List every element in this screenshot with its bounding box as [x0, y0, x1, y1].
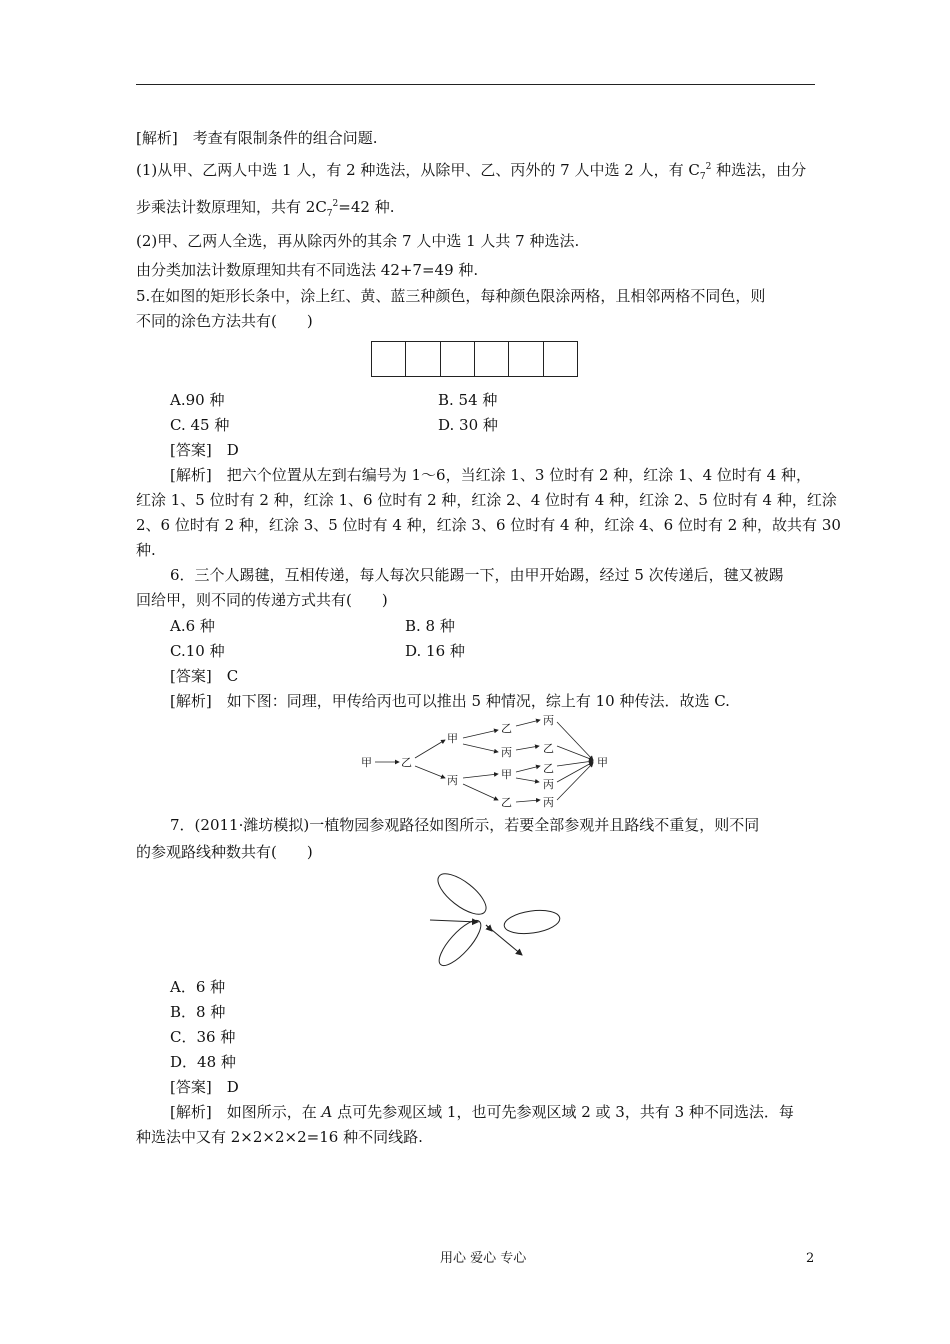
tree-node-yi: 乙 [501, 723, 512, 735]
tree-node-jia: 甲 [361, 757, 372, 769]
q4-analysis-tag: [解析] [136, 129, 178, 147]
footer-motto: 用心 爱心 专心 [440, 1251, 527, 1266]
tree-node-yi: 乙 [401, 757, 412, 769]
q6-pass-tree-diagram [355, 712, 625, 812]
tree-node-bing: 丙 [447, 775, 458, 787]
tree-node-bing: 丙 [543, 797, 554, 809]
strip-cell [406, 342, 440, 376]
q7-stem-line-2: 的参观路线种数共有( ) [136, 843, 313, 861]
strip-cell [475, 342, 509, 376]
tree-node-yi: 乙 [501, 797, 512, 809]
tree-node-bing: 丙 [501, 747, 512, 759]
q7-answer [170, 1077, 239, 1097]
q4-paragraph-3: (2)甲、乙两人全选，再从除丙外的其余 7 人中选 1 人共 7 种选法. [136, 232, 580, 250]
tree-node-jia: 甲 [597, 757, 608, 769]
point-a-label: A [321, 1103, 333, 1121]
analysis-tag: [解析] [170, 1103, 212, 1121]
header-rule [136, 84, 815, 85]
tree-node-jia: 甲 [447, 733, 458, 745]
q5-stem-line-1: 5.在如图的矩形长条中，涂上红、黄、蓝三种颜色，每种颜色限涂两格，且相邻两格不同色，则 [136, 287, 766, 305]
q7-option-c: C．36 种 [170, 1028, 236, 1046]
exit-arrow [486, 925, 522, 955]
q4-paragraph-2 [136, 197, 394, 217]
q5-analysis-line-3: 2、6 位时有 2 种，红涂 3、5 位时有 4 种，红涂 3、6 位时有 4 种，红涂 4、6 位时有 2 种，故共有 30 [136, 516, 841, 534]
q5-option-c: C. 45 种 [170, 416, 230, 434]
tree-node-jia: 甲 [501, 769, 512, 781]
loop-region-2 [503, 907, 562, 937]
text-segment: (1)从甲、乙两人中选 1 人，有 2 种选法，从除甲、乙、丙外的 7 人中选 2 人，有 C [136, 161, 700, 179]
superscript: 2 [705, 162, 712, 172]
q7-option-a: A．6 种 [170, 978, 226, 996]
q4-paragraph-4: 由分类加法计数原理知共有不同选法 42+7=49 种. [136, 261, 479, 279]
q7-garden-path-diagram [420, 868, 570, 973]
answer-value: C [226, 667, 239, 685]
q5-analysis-line-1 [170, 465, 811, 485]
subscript: 7 [326, 209, 333, 219]
q7-analysis-line-2: 种选法中又有 2×2×2×2=16 种不同线路. [136, 1128, 423, 1146]
q5-answer [170, 440, 239, 460]
text-segment: 种选法，由分 [711, 161, 807, 179]
q6-option-b: B. 8 种 [405, 617, 455, 635]
q5-option-a: A.90 种 [170, 391, 225, 409]
path-arrow [486, 925, 492, 931]
q6-answer [170, 666, 238, 686]
q4-paragraph-1 [136, 160, 806, 180]
q7-option-b: B．8 种 [170, 1003, 226, 1021]
q6-option-d: D. 16 种 [405, 642, 465, 660]
text-segment: 步乘法计数原理知，共有 2C [136, 198, 327, 216]
analysis-text: 把六个位置从左到右编号为 1～6，当红涂 1、3 位时有 2 种，红涂 1、4 位时有 4 种， [226, 466, 811, 484]
q5-analysis-line-2: 红涂 1、5 位时有 2 种，红涂 1、6 位时有 2 种，红涂 2、4 位时有 4 种，红涂 2、5 位时有 4 种，红涂 [136, 491, 837, 509]
q5-stem-line-2: 不同的涂色方法共有( ) [136, 312, 313, 330]
q5-analysis-line-4: 种. [136, 541, 156, 559]
answer-value: D [226, 1078, 239, 1096]
q5-color-strip [371, 341, 578, 377]
strip-cell [372, 342, 406, 376]
q5-option-d: D. 30 种 [438, 416, 498, 434]
tree-node-yi: 乙 [543, 743, 554, 755]
loop-region-1 [432, 868, 492, 921]
strip-cell [544, 342, 577, 376]
loop-region-3 [433, 915, 487, 971]
strip-cell [509, 342, 543, 376]
analysis-text: 如下图：同理，甲传给丙也可以推出 5 种情况，综上有 10 种传法．故选 C. [226, 692, 730, 710]
q6-stem-line-2: 回给甲，则不同的传递方式共有( ) [136, 591, 388, 609]
text-segment: =42 种. [338, 198, 395, 216]
q6-option-a: A.6 种 [170, 617, 215, 635]
analysis-text: 如图所示，在 [226, 1103, 322, 1121]
tree-labels [361, 714, 608, 809]
q4-analysis-text: 考查有限制条件的组合问题. [192, 129, 378, 147]
answer-tag: [答案] [170, 441, 212, 459]
q7-stem-line-1: 7．(2011·潍坊模拟)一植物园参观路径如图所示，若要全部参观并且路线不重复，则不同 [170, 816, 760, 834]
page-number: 2 [806, 1251, 815, 1266]
strip-cell [441, 342, 475, 376]
subscript: 7 [699, 172, 706, 182]
q5-option-b: B. 54 种 [438, 391, 498, 409]
superscript: 2 [332, 199, 339, 209]
answer-tag: [答案] [170, 1078, 212, 1096]
answer-value: D [226, 441, 239, 459]
entry-arrow [430, 920, 478, 922]
analysis-tag: [解析] [170, 466, 212, 484]
tree-node-yi: 乙 [543, 763, 554, 775]
q6-option-c: C.10 种 [170, 642, 225, 660]
q4-analysis-intro [136, 128, 378, 148]
q6-stem-line-1: 6．三个人踢毽，互相传递，每人每次只能踢一下，由甲开始踢，经过 5 次传递后，毽又被踢 [170, 566, 784, 584]
tree-node-bing: 丙 [543, 715, 554, 727]
answer-tag: [答案] [170, 667, 212, 685]
q6-analysis [170, 691, 730, 711]
analysis-tag: [解析] [170, 692, 212, 710]
q7-option-d: D．48 种 [170, 1053, 236, 1071]
tree-node-bing: 丙 [543, 779, 554, 791]
q7-analysis-line-1 [170, 1102, 794, 1122]
analysis-text: 点可先参观区域 1，也可先参观区域 2 或 3，共有 3 种不同选法．每 [332, 1103, 794, 1121]
